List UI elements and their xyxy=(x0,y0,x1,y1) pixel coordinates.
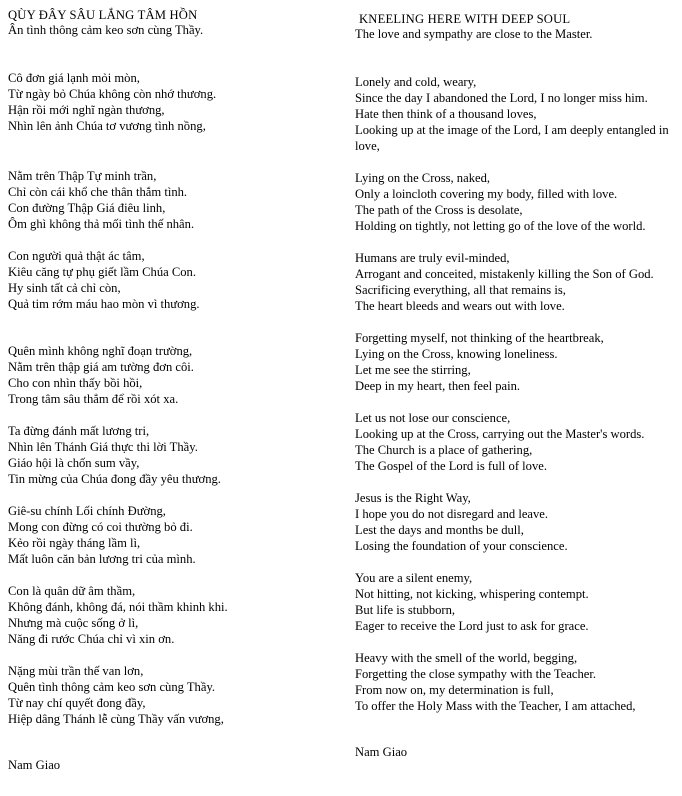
vietnamese-stanza-5 xyxy=(8,423,338,487)
poem-line: You are a silent enemy, xyxy=(355,571,473,585)
poem-line: Only a loincloth covering my body, filled with love. xyxy=(355,187,618,201)
vietnamese-stanza-1 xyxy=(8,70,338,134)
poem-line: Hiệp dâng Thánh lễ cùng Thầy vấn vương, xyxy=(8,712,224,726)
vietnamese-stanza-3 xyxy=(8,248,338,312)
poem-line: Tin mừng của Chúa đong đầy yêu thương. xyxy=(8,472,221,486)
english-subtitle: The love and sympathy are close to the Master. xyxy=(355,27,593,41)
vietnamese-stanza-8 xyxy=(8,663,338,727)
poem-line: Lest the days and months be dull, xyxy=(355,523,524,537)
english-stanza-8 xyxy=(355,650,681,714)
english-stanza-7 xyxy=(355,570,681,634)
poem-line: Hy sinh tất cả chỉ còn, xyxy=(8,281,121,295)
poem-line: Năng đi rước Chúa chỉ vì xin ơn. xyxy=(8,632,175,646)
poem-line: The heart bleeds and wears out with love. xyxy=(355,299,565,313)
english-stanza-3 xyxy=(355,250,681,314)
poem-line: Lying on the Cross, naked, xyxy=(355,171,491,185)
poem-line: Losing the foundation of your conscience. xyxy=(355,539,568,553)
vietnamese-stanza-2 xyxy=(8,168,338,232)
poem-line: Kiêu căng tự phụ giết lầm Chúa Con. xyxy=(8,265,197,279)
poem-line: Humans are truly evil-minded, xyxy=(355,251,510,265)
poem-line: Nhưng mà cuộc sống ở lì, xyxy=(8,616,139,630)
poem-line: Let me see the stirring, xyxy=(355,363,471,377)
poem-line: Nhìn lên ảnh Chúa tơ vương tình nồng, xyxy=(8,119,206,133)
english-stanza-5 xyxy=(355,410,681,474)
poem-line: The path of the Cross is desolate, xyxy=(355,203,523,217)
poem-line: Chỉ còn cái khổ che thân thắm tình. xyxy=(8,185,188,199)
poem-line: Cho con nhìn thấy bồi hồi, xyxy=(8,376,143,390)
poem-line: Từ ngày bỏ Chúa không còn nhớ thương. xyxy=(8,87,217,101)
poem-line: Con là quân dữ âm thầm, xyxy=(8,584,136,598)
english-stanza-2 xyxy=(355,170,681,234)
vietnamese-stanza-7 xyxy=(8,583,338,647)
poem-line: Hate then think of a thousand loves, xyxy=(355,107,537,121)
vietnamese-stanza-4 xyxy=(8,343,338,407)
poem-line: Mong con đừng có coi thường bỏ đi. xyxy=(8,520,193,534)
poem-line: Giê-su chính Lối chính Đường, xyxy=(8,504,166,518)
poem-line: Forgetting myself, not thinking of the heartbreak, xyxy=(355,331,604,345)
poem-line: Ta đừng đánh mất lương tri, xyxy=(8,424,150,438)
vietnamese-title: QÙY ĐÂY SÂU LẮNG TÂM HỒN xyxy=(8,8,198,22)
vietnamese-author: Nam Giao xyxy=(8,758,61,772)
poem-line: Từ nay chí quyết đong đầy, xyxy=(8,696,146,710)
english-stanza-6 xyxy=(355,490,681,554)
poem-line: Nằm trên Thập Tự minh trần, xyxy=(8,169,157,183)
poem-line: Holding on tightly, not letting go of the love of the world. xyxy=(355,219,646,233)
poem-line: Since the day I abandoned the Lord, I no longer miss him. xyxy=(355,91,648,105)
english-poem-column xyxy=(355,0,681,760)
poem-line: Mất luôn căn bản lương tri của mình. xyxy=(8,552,196,566)
poem-line: Lying on the Cross, knowing loneliness. xyxy=(355,347,558,361)
poem-line: Not hitting, not kicking, whispering contempt. xyxy=(355,587,589,601)
english-title: KNEELING HERE WITH DEEP SOUL xyxy=(359,12,571,26)
poem-line: To offer the Holy Mass with the Teacher, I am attached, xyxy=(355,699,636,713)
poem-line: Forgetting the close sympathy with the Teacher. xyxy=(355,667,597,681)
poem-line: Heavy with the smell of the world, begging, xyxy=(355,651,578,665)
poem-line: Nằm trên thập giá am tường đơn côi. xyxy=(8,360,194,374)
poem-line: Trong tâm sâu thẳm để rồi xót xa. xyxy=(8,392,179,406)
poem-line: Ôm ghì không thả mối tình thế nhân. xyxy=(8,217,195,231)
poem-line: Con người quả thật ác tâm, xyxy=(8,249,145,263)
poem-line: Arrogant and conceited, mistakenly killing the Son of God. xyxy=(355,267,654,281)
vietnamese-subtitle: Ân tình thông cảm keo sơn cùng Thầy. xyxy=(8,23,204,37)
poem-line: Cô đơn giá lạnh mỏi mòn, xyxy=(8,71,140,85)
poem-line: The Church is a place of gathering, xyxy=(355,443,533,457)
poem-line: Hận rồi mới nghĩ ngàn thương, xyxy=(8,103,165,117)
poem-line: Eager to receive the Lord just to ask for grace. xyxy=(355,619,589,633)
poem-line: Deep in my heart, then feel pain. xyxy=(355,379,521,393)
poem-line: Sacrificing everything, all that remains is, xyxy=(355,283,566,297)
poem-line: The Gospel of the Lord is full of love. xyxy=(355,459,548,473)
poem-line: Nặng mùi trần thế van lơn, xyxy=(8,664,144,678)
poem-line: But life is stubborn, xyxy=(355,603,456,617)
poem-line: Nhìn lên Thánh Giá thực thi lời Thầy. xyxy=(8,440,198,454)
poem-line: Giáo hội là chốn sum vầy, xyxy=(8,456,140,470)
poem-line: Con đường Thập Giá điêu linh, xyxy=(8,201,166,215)
poem-line: From now on, my determination is full, xyxy=(355,683,554,697)
poem-line: Let us not lose our conscience, xyxy=(355,411,511,425)
poem-line: I hope you do not disregard and leave. xyxy=(355,507,549,521)
poem-line: Lonely and cold, weary, xyxy=(355,75,477,89)
poem-line: Không đánh, không đá, nói thầm khinh khi. xyxy=(8,600,228,614)
poem-line: Quên tình thông cảm keo sơn cùng Thầy. xyxy=(8,680,216,694)
poem-line: Looking up at the Cross, carrying out the Master's words. xyxy=(355,427,645,441)
vietnamese-stanza-6 xyxy=(8,503,338,567)
english-stanza-1 xyxy=(355,74,681,154)
vietnamese-poem-column xyxy=(8,0,338,773)
poem-line: Quả tim rớm máu hao mòn vì thương. xyxy=(8,297,200,311)
poem-line: Jesus is the Right Way, xyxy=(355,491,471,505)
poem-line: Looking up at the image of the Lord, I am deeply entangled in love, xyxy=(355,123,669,153)
poem-line: Kẻo rồi ngày tháng lầm lì, xyxy=(8,536,141,550)
english-author: Nam Giao xyxy=(355,745,408,759)
english-stanza-4 xyxy=(355,330,681,394)
poem-line: Quên mình không nghĩ đoạn trường, xyxy=(8,344,193,358)
